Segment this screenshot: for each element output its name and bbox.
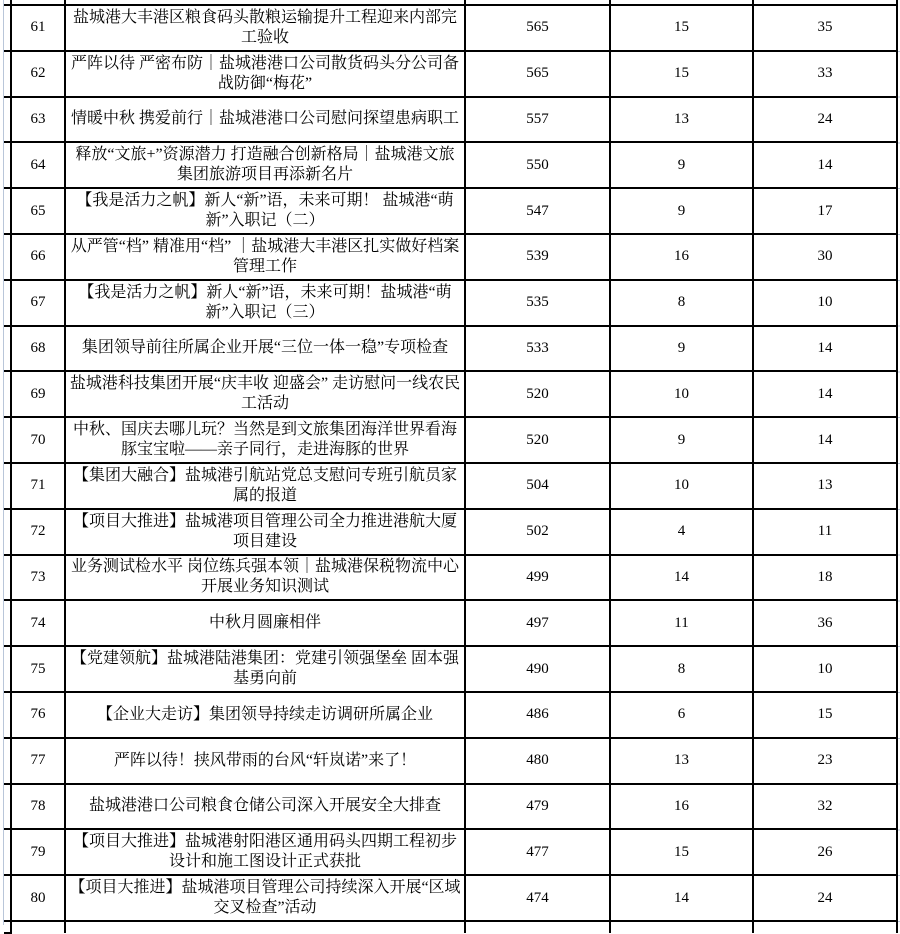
cell-value-1[interactable]: 565 [465,51,610,97]
cell-value-2[interactable]: 10 [610,463,753,509]
cell-row-number[interactable]: 62 [11,51,65,97]
cell-row-number[interactable]: 65 [11,188,65,234]
cell-value-1[interactable]: 557 [465,97,610,143]
cell-value-2[interactable]: 10 [610,371,753,417]
partial-row-below [4,921,897,933]
cell-article-title[interactable]: 中秋、国庆去哪儿玩？当然是到文旅集团海洋世界看海豚宝宝啦——亲子同行，走进海豚的世界 [65,417,465,463]
cell-value-2[interactable]: 15 [610,51,753,97]
cell-value-1[interactable]: 480 [465,738,610,784]
cell-value-3[interactable]: 10 [753,646,897,692]
cell-article-title[interactable]: 【党建领航】盐城港陆港集团：党建引领强堡垒 固本强基勇向前 [65,646,465,692]
cell-value-1[interactable]: 474 [465,875,610,921]
cell-value-1[interactable]: 547 [465,188,610,234]
cell-article-title[interactable]: 盐城港科技集团开展“庆丰收 迎盛会” 走访慰问一线农民工活动 [65,371,465,417]
cell-row-number[interactable]: 71 [11,463,65,509]
cell-article-title[interactable]: 集团领导前往所属企业开展“三位一体一稳”专项检查 [65,326,465,372]
table-row [4,371,897,417]
cell-value-1[interactable]: 490 [465,646,610,692]
cell-row-number[interactable]: 72 [11,509,65,555]
cell-value-3[interactable]: 18 [753,555,897,601]
table-row [4,51,897,97]
cell-row-number[interactable]: 70 [11,417,65,463]
cell-row-number[interactable]: 66 [11,234,65,280]
cell-value-1[interactable]: 539 [465,234,610,280]
left-margin-strip [4,142,11,188]
left-margin-strip [4,646,11,692]
cell-value-2[interactable]: 14 [610,875,753,921]
cell-row-number[interactable]: 67 [11,280,65,326]
cell-row-number[interactable]: 80 [11,875,65,921]
cell-value-1[interactable]: 497 [465,600,610,646]
cell-value-3[interactable]: 13 [753,463,897,509]
cell-article-title[interactable]: 释放“文旅+”资源潜力 打造融合创新格局｜盐城港文旅集团旅游项目再添新名片 [65,142,465,188]
cell-value-2[interactable]: 9 [610,188,753,234]
cell-value-2[interactable]: 11 [610,600,753,646]
left-margin-strip [4,829,11,875]
cell-value-3[interactable]: 35 [753,5,897,51]
cell-value-2[interactable]: 9 [610,142,753,188]
table-row [4,280,897,326]
cell-value-2[interactable]: 15 [610,829,753,875]
cell-value-3[interactable]: 11 [753,509,897,555]
left-margin-strip [4,188,11,234]
cell-article-title[interactable]: 【项目大推进】盐城港射阳港区通用码头四期工程初步设计和施工图设计正式获批 [65,829,465,875]
table-row [4,5,897,51]
cell-value-1[interactable]: 504 [465,463,610,509]
cell-value-2[interactable]: 8 [610,646,753,692]
cell-article-title[interactable]: 业务测试检水平 岗位练兵强本领｜盐城港保税物流中心开展业务知识测试 [65,555,465,601]
left-margin-strip [4,784,11,830]
table-row [4,188,897,234]
left-margin-strip [4,371,11,417]
cell-value-1[interactable]: 502 [465,509,610,555]
left-margin-strip [4,509,11,555]
cell-value-2[interactable]: 8 [610,280,753,326]
cell-row-number[interactable]: 68 [11,326,65,372]
cell-row-number[interactable]: 64 [11,142,65,188]
cell-article-title[interactable]: 【项目大推进】盐城港项目管理公司持续深入开展“区域交叉检查”活动 [65,875,465,921]
cell-value-2[interactable]: 9 [610,326,753,372]
cell-value-1[interactable]: 533 [465,326,610,372]
left-margin-strip [4,738,11,784]
cell-value-3[interactable]: 14 [753,417,897,463]
cell-value-3[interactable]: 32 [753,784,897,830]
cell-value-1[interactable]: 479 [465,784,610,830]
cell-value-3[interactable]: 26 [753,829,897,875]
left-margin-strip [4,555,11,601]
table-row [4,326,897,372]
cell-article-title[interactable]: 严阵以待！挟风带雨的台风“轩岚诺”来了！ [65,738,465,784]
cell-value-2[interactable]: 13 [610,97,753,143]
left-margin-strip [4,692,11,738]
cell-article-title[interactable]: 严阵以待 严密布防｜盐城港港口公司散货码头分公司备战防御“梅花” [65,51,465,97]
table-row [4,829,897,875]
cell-value-3[interactable]: 14 [753,142,897,188]
cell-value-3[interactable]: 10 [753,280,897,326]
cell-value-2[interactable]: 16 [610,234,753,280]
table-row [4,600,897,646]
cell-article-title[interactable] [65,921,465,933]
cell-row-number[interactable]: 74 [11,600,65,646]
cell-value-2[interactable]: 4 [610,509,753,555]
table-row [4,463,897,509]
cell-value-3[interactable]: 24 [753,97,897,143]
cell-value-3[interactable]: 30 [753,234,897,280]
table-row [4,646,897,692]
cell-value-1[interactable]: 550 [465,142,610,188]
cell-row-number[interactable] [11,921,65,933]
cell-row-number[interactable]: 79 [11,829,65,875]
left-margin-strip [4,280,11,326]
cell-article-title[interactable]: 盐城港港口公司粮食仓储公司深入开展安全大排查 [65,784,465,830]
table-row [4,142,897,188]
left-margin-strip [4,875,11,921]
table-row [4,692,897,738]
table-row [4,555,897,601]
cell-value-1[interactable]: 499 [465,555,610,601]
cell-row-number[interactable]: 77 [11,738,65,784]
cell-value-2[interactable]: 14 [610,555,753,601]
cell-value-1[interactable]: 477 [465,829,610,875]
cell-row-number[interactable]: 73 [11,555,65,601]
cell-value-3[interactable]: 23 [753,738,897,784]
cell-article-title[interactable]: 【企业大走访】集团领导持续走访调研所属企业 [65,692,465,738]
table-row [4,417,897,463]
table-row [4,234,897,280]
cell-row-number[interactable]: 69 [11,371,65,417]
cell-value-3[interactable] [753,921,897,933]
cell-value-2[interactable] [610,921,753,933]
left-margin-strip [4,5,11,51]
cell-value-3[interactable]: 14 [753,371,897,417]
cell-row-number[interactable]: 61 [11,5,65,51]
cell-value-1[interactable]: 520 [465,371,610,417]
table-row [4,509,897,555]
cell-value-1[interactable]: 535 [465,280,610,326]
cell-row-number[interactable]: 63 [11,97,65,143]
table-row [4,875,897,921]
left-margin-strip [4,51,11,97]
left-margin-strip [4,234,11,280]
cell-value-1[interactable]: 486 [465,692,610,738]
cell-value-3[interactable]: 33 [753,51,897,97]
cell-value-1[interactable]: 565 [465,5,610,51]
cell-value-2[interactable]: 6 [610,692,753,738]
table-row [4,738,897,784]
cell-row-number[interactable]: 76 [11,692,65,738]
cell-value-1[interactable] [465,921,610,933]
cell-article-title[interactable]: 【我是活力之帆】新人“新”语，未来可期！盐城港“萌新”入职记（三） [65,280,465,326]
cell-value-2[interactable]: 15 [610,5,753,51]
cell-article-title[interactable]: 盐城港大丰港区粮食码头散粮运输提升工程迎来内部完工验收 [65,5,465,51]
left-margin-strip [4,326,11,372]
cell-value-1[interactable]: 520 [465,417,610,463]
cell-value-3[interactable]: 17 [753,188,897,234]
cell-value-2[interactable]: 13 [610,738,753,784]
left-margin-strip [4,97,11,143]
cell-value-3[interactable]: 14 [753,326,897,372]
table-row [4,97,897,143]
cell-article-title[interactable]: 中秋月圆廉相伴 [65,600,465,646]
table-row [4,784,897,830]
cell-value-2[interactable]: 9 [610,417,753,463]
cell-value-3[interactable]: 24 [753,875,897,921]
cell-value-2[interactable]: 16 [610,784,753,830]
cell-row-number[interactable]: 78 [11,784,65,830]
left-margin-strip [4,600,11,646]
left-margin-strip [4,417,11,463]
cell-value-3[interactable]: 36 [753,600,897,646]
data-table [4,0,898,934]
cell-article-title[interactable]: 从严管“档” 精准用“档” ｜盐城港大丰港区扎实做好档案管理工作 [65,234,465,280]
left-margin-strip [4,921,11,933]
cell-row-number[interactable]: 75 [11,646,65,692]
cell-article-title[interactable]: 情暖中秋 携爱前行｜盐城港港口公司慰问探望患病职工 [65,97,465,143]
cell-article-title[interactable]: 【项目大推进】盐城港项目管理公司全力推进港航大厦项目建设 [65,509,465,555]
left-margin-strip [4,463,11,509]
cell-article-title[interactable]: 【集团大融合】盐城港引航站党总支慰问专班引航员家属的报道 [65,463,465,509]
cell-value-3[interactable]: 15 [753,692,897,738]
cell-article-title[interactable]: 【我是活力之帆】新人“新”语，未来可期！ 盐城港“萌新”入职记（二） [65,188,465,234]
